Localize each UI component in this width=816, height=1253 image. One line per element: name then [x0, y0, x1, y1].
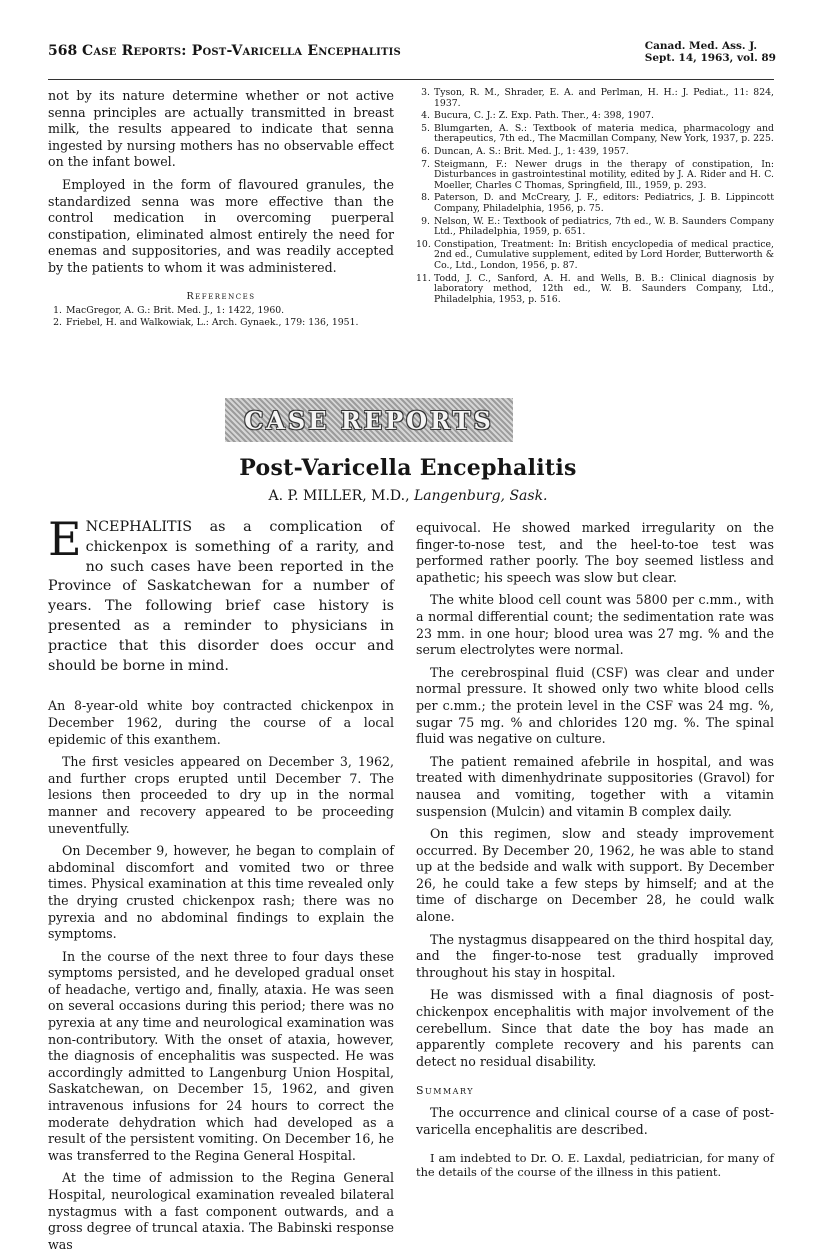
body-paragraph: On December 9, however, he began to complain of abdominal discomfort and vomited two or three times. Physical examination at this time revealed only the drying crusted chickenpox rash; there was no pyrexia and no abdominal findings to explain the symptoms.	[48, 843, 394, 942]
body-paragraph: On this regimen, slow and steady improvement occurred. By December 20, 1962, he was able to stand up at the bedside and walk with support. By December 26, he could take a few steps by himself; and at the time of discharge on December 28, he could walk alone.	[416, 826, 774, 925]
references-list-right	[416, 88, 774, 305]
body-paragraph: He was dismissed with a final diagnosis of post-chickenpox encephalitis with major involvement of the cerebellum. Since that date the boy has made an apparently complete recovery and his parents can detect no residual disability.	[416, 987, 774, 1069]
article-title: Post-Varicella Encephalitis	[239, 455, 577, 481]
header-rule	[48, 79, 774, 80]
body-paragraph: The nystagmus disappeared on the third hospital day, and the finger-to-nose test gradually improved throughout his stay in hospital.	[416, 931, 774, 980]
body-paragraph: The patient remained afebrile in hospital, and was treated with dimenhydrinate suppositories (Gravol) for nausea and vomiting, together with a vitamin suspension (Mulcin) and vitamin B complex daily.	[416, 753, 774, 819]
page-header	[48, 40, 776, 74]
summary-heading: Summary	[416, 1084, 474, 1098]
reference-item: 6. Duncan, A. S.: Brit. Med. J., 1: 439, 1957.	[421, 145, 629, 157]
previous-article-paragraph: not by its nature determine whether or not active senna principles are actually transmitted in breast milk, the results appeared to indicate that senna ingested by nursing mothers has no observable effect on the infant bowel.	[48, 88, 394, 170]
reference-item: 4. Bucura, C. J.: Z. Exp. Path. Ther., 4: 398, 1907.	[421, 110, 655, 122]
byline	[0, 488, 816, 504]
previous-article-paragraph: Employed in the form of flavoured granules, the standardized senna was more effective than the control medication in overcoming puerperal constipation, eliminated almost entirely the need for enemas and suppositories, and was readily accepted by the patients to whom it was administered.	[48, 176, 394, 275]
body-paragraph: The cerebrospinal fluid (CSF) was clear and under normal pressure. It showed only two white blood cells per c.mm.; the protein level in the CSF was 24 mg. %, sugar 75 mg. % and chlorides 120 mg. %. The spinal fluid was negative on culture.	[416, 664, 774, 747]
acknowledgement: I am indebted to Dr. O. E. Laxdal, pediatrician, for many of the details of the course of the illness in this patient.	[416, 1150, 774, 1179]
reference-item: 2. Friebel, H. and Walkowiak, L.: Arch. Gynaek., 179: 136, 1951.	[53, 317, 359, 329]
body-paragraph: An 8-year-old white boy contracted chickenpox in December 1962, during the course of a local epidemic of this exanthem.	[48, 698, 394, 747]
journal-citation	[645, 40, 776, 64]
drop-cap: E	[48, 512, 82, 566]
reference-item: 3. Tyson, R. M., Shrader, E. A. and Perlman, H. H.: J. Pediat., 11: 824, 1937.	[421, 87, 774, 109]
author-location: Langenburg, Sask.	[413, 488, 548, 504]
author-name: A. P. MILLER, M.D.,	[268, 488, 410, 504]
body-paragraph: The first vesicles appeared on December 3, 1962, and further crops erupted until December 7. The lesions then proceeded to dry up in the normal manner and recovery appeared to be proceeding uneventfully.	[48, 754, 394, 836]
reference-item: 7. Steigmann, F.: Newer drugs in the therapy of constipation, In: Disturbances in gastrointestinal motility, edited by J. A. Rider and H. C. Moeller, Charles C Thomas, Springfield, Ill., 1959, p. 293.	[421, 158, 774, 191]
body-paragraph: At the time of admission to the Regina General Hospital, neurological examination revealed bilateral nystagmus with a fast component outwards, and a gross degree of truncal ataxia. The Babinski response was	[48, 1170, 394, 1252]
reference-item: 11. Todd, J. C., Sanford, A. H. and Wells, B. B.: Clinical diagnosis by laboratory method, 12th ed., W. B. Saunders Company, Ltd., Philadelphia, 1953, p. 516.	[416, 272, 774, 305]
previous-article-left-column	[48, 88, 394, 331]
reference-item: 9. Nelson, W. E.: Textbook of pediatrics, 7th ed., W. B. Saunders Company Ltd., Philadelphia, 1959, p. 651.	[421, 215, 774, 238]
reference-item: 10. Constipation, Treatment: In: British encyclopedia of medical practice, 2nd ed., Cumulative supplement, edited by Lord Horder, Butterworth & Co., Ltd., London, 1956, p. 87.	[416, 238, 774, 271]
reference-item: 8. Paterson, D. and McCreary, J. F., editors: Pediatrics, J. B. Lippincott Company, Philadelphia, 1956, p. 75.	[421, 192, 774, 214]
lead-paragraph: ENCEPHALITIS as a complication of chickenpox is something of a rarity, and no such cases have been reported in the Province of Saskatchewan for a number of years. The following brief case history is presented as a reminder to physicians in practice that this disorder does occur and should be borne in mind.	[48, 512, 394, 674]
journal-date-volume: Sept. 14, 1963, vol. 89	[644, 52, 776, 64]
summary-paragraph: The occurrence and clinical course of a case of post-varicella encephalitis are described.	[416, 1105, 774, 1137]
body-paragraph: In the course of the next three to four days these symptoms persisted, and he developed gradual onset of headache, vertigo and, finally, ataxia. He was seen on several occasions during this period; there was no pyrexia at any time and neurological examination was non-contributory. With the onset of ataxia, however, the diagnosis of encephalitis was suspected. He was accordingly admitted to Langenburg Union Hospital, Saskatchewan, on December 15, 1962, and given intravenous infusions for 24 hours to correct the moderate dehydration which had developed as a result of the persistent vomiting. On December 16, he was transferred to the Regina General Hospital.	[48, 948, 394, 1163]
reference-item: 5. Blumgarten, A. S.: Textbook of materia medica, pharmacology and therapeutics, 7th ed., The Macmillan Company, New York, 1937, p. 225.	[421, 122, 774, 145]
case-reports-banner	[225, 398, 513, 442]
body-paragraph: equivocal. He showed marked irregularity on the finger-to-nose test, and the heel-to-toe test was performed rather poorly. The boy seemed listless and apathetic; his speech was slow but clear.	[416, 520, 774, 585]
banner-text: CASE REPORTS	[244, 405, 494, 435]
article-left-column	[48, 512, 394, 1253]
reference-item: 1. MacGregor, A. G.: Brit. Med. J., 1: 1422, 1960.	[53, 304, 285, 316]
previous-article-right-column	[416, 88, 774, 307]
body-paragraph: The white blood cell count was 5800 per c.mm., with a normal differential count; the sedimentation rate was 23 mm. in one hour; blood urea was 27 mg. % and the serum electrolytes were normal.	[416, 592, 774, 658]
running-title: Case Reports: Post-Varicella Encephalitis	[82, 43, 401, 59]
references-heading: References	[186, 290, 256, 302]
page-number: 568	[48, 43, 78, 59]
references-list-left	[48, 306, 394, 329]
article-right-column	[416, 520, 774, 1179]
journal-name: Canad. Med. Ass. J.	[644, 40, 758, 52]
